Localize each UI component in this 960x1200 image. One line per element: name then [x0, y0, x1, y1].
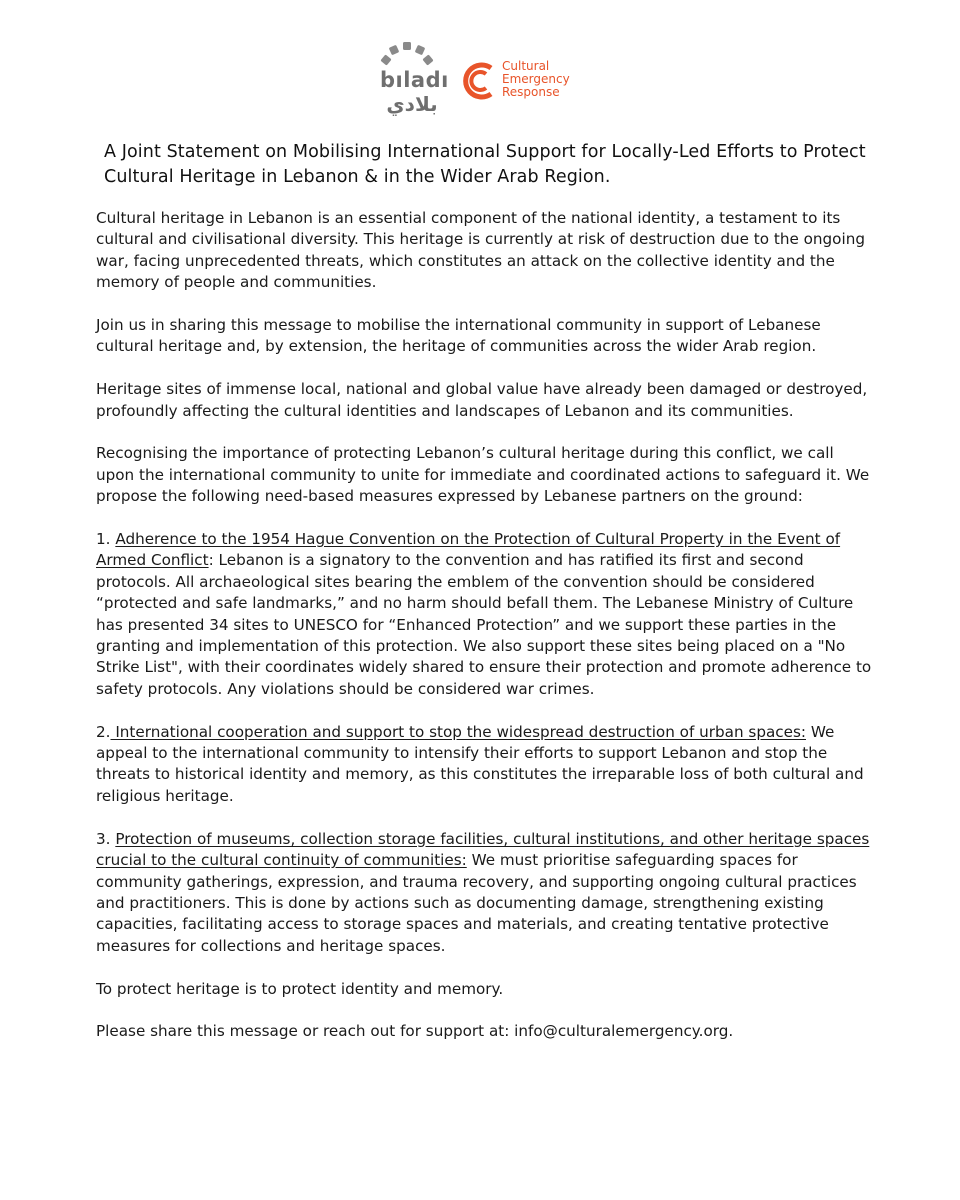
measure-3-body: We must prioritise safeguarding spaces for community gatherings, expression, and trauma recovery, and supporting ongoing cultural practices and practitioners. This is done by actions such as documenting damage, strengthening existing capacities, facilitating access to storage spaces and materials, and creating tentative protective measures for collections and heritage spaces. [96, 851, 857, 955]
measure-2-heading: International cooperation and support to stop the widespread destruction of urban spaces: [110, 722, 806, 741]
measure-item-3 [96, 829, 876, 957]
paragraph-measures-intro: Recognising the importance of protecting Lebanon’s cultural heritage during this conflict, we call upon the international community to unite for immediate and coordinated actions to safeguard it. We propose the following need-based measures expressed by Lebanese partners on the ground: [96, 444, 870, 506]
biladi-latin-wordmark: bıladı [380, 68, 449, 92]
cer-line-1: Cultural [502, 59, 550, 73]
cer-line-2: Emergency [502, 72, 570, 86]
measure-item-1 [96, 529, 876, 700]
measure-1-number: 1. [96, 530, 116, 549]
measure-1-heading: Adherence to the 1954 Hague Convention on the Protection of Cultural Property in the Event of Armed Conflict [96, 530, 841, 570]
measure-2-number: 2. [96, 722, 111, 741]
cer-line-3: Response [502, 85, 560, 99]
measure-1-body: : Lebanon is a signatory to the convention and has ratified its first and second protocols. All archaeological sites bearing the emblem of the convention should be considered “protected and safe landmarks,” and no harm should befall them. The Lebanese Ministry of Culture has presented 34 sites to UNESCO for “Enhanced Protection” and we support these parties in the granting and implementation of this protection. We also support these sites being placed on a "No Strike List", with their coordinates widely shared to ensure their protection and promote adherence to safety protocols. Any violations should be considered war crimes. [96, 551, 872, 698]
statement-title: A Joint Statement on Mobilising International Support for Locally-Led Efforts to Protect Cultural Heritage in Lebanon & in the Wider Arab Region. [104, 142, 866, 187]
biladi-arc-icon [376, 38, 440, 70]
paragraph-call-to-share: Join us in sharing this message to mobilise the international community in support of Lebanese cultural heritage and, by extension, the heritage of communities across the wider Arab region. [96, 316, 821, 356]
logo-bar [368, 36, 598, 120]
contact-line [96, 1021, 876, 1042]
cer-wordmark [502, 60, 570, 99]
measure-item-2 [96, 722, 876, 808]
statement-body [96, 208, 876, 1064]
contact-prefix: Please share this message or reach out for support at: [96, 1022, 515, 1041]
closing-line: To protect heritage is to protect identity and memory. [96, 979, 504, 998]
measure-3-heading: Protection of museums, collection storage facilities, cultural institutions, and other heritage spaces crucial to the cultural continuity of communities: [96, 829, 870, 870]
cultural-emergency-response-logo [458, 58, 598, 104]
cer-c-mark-icon [458, 58, 498, 104]
paragraph-intro: Cultural heritage in Lebanon is an essential component of the national identity, a testament to its cultural and civilisational diversity. This heritage is currently at risk of destruction due to the ongoing war, facing unprecedented threats, which constitutes an attack on the collective identity and the memory of people and communities. [96, 209, 865, 292]
biladi-logo [376, 38, 449, 120]
biladi-arabic-wordmark: بلادي [386, 92, 438, 116]
contact-email: info@culturalemergency.org [514, 1022, 729, 1041]
paragraph-damage: Heritage sites of immense local, national and global value have already been damaged or destroyed, profoundly affecting the cultural identities and landscapes of Lebanon and its communities. [96, 380, 868, 420]
measure-3-number: 3. [96, 829, 116, 848]
contact-suffix: . [728, 1022, 734, 1041]
measure-2-body: We appeal to the international community to intensify their efforts to support Lebanon and stop the threats to historical identity and memory, as this constitutes the irreparable loss of both cultural and religious heritage. [96, 722, 864, 805]
